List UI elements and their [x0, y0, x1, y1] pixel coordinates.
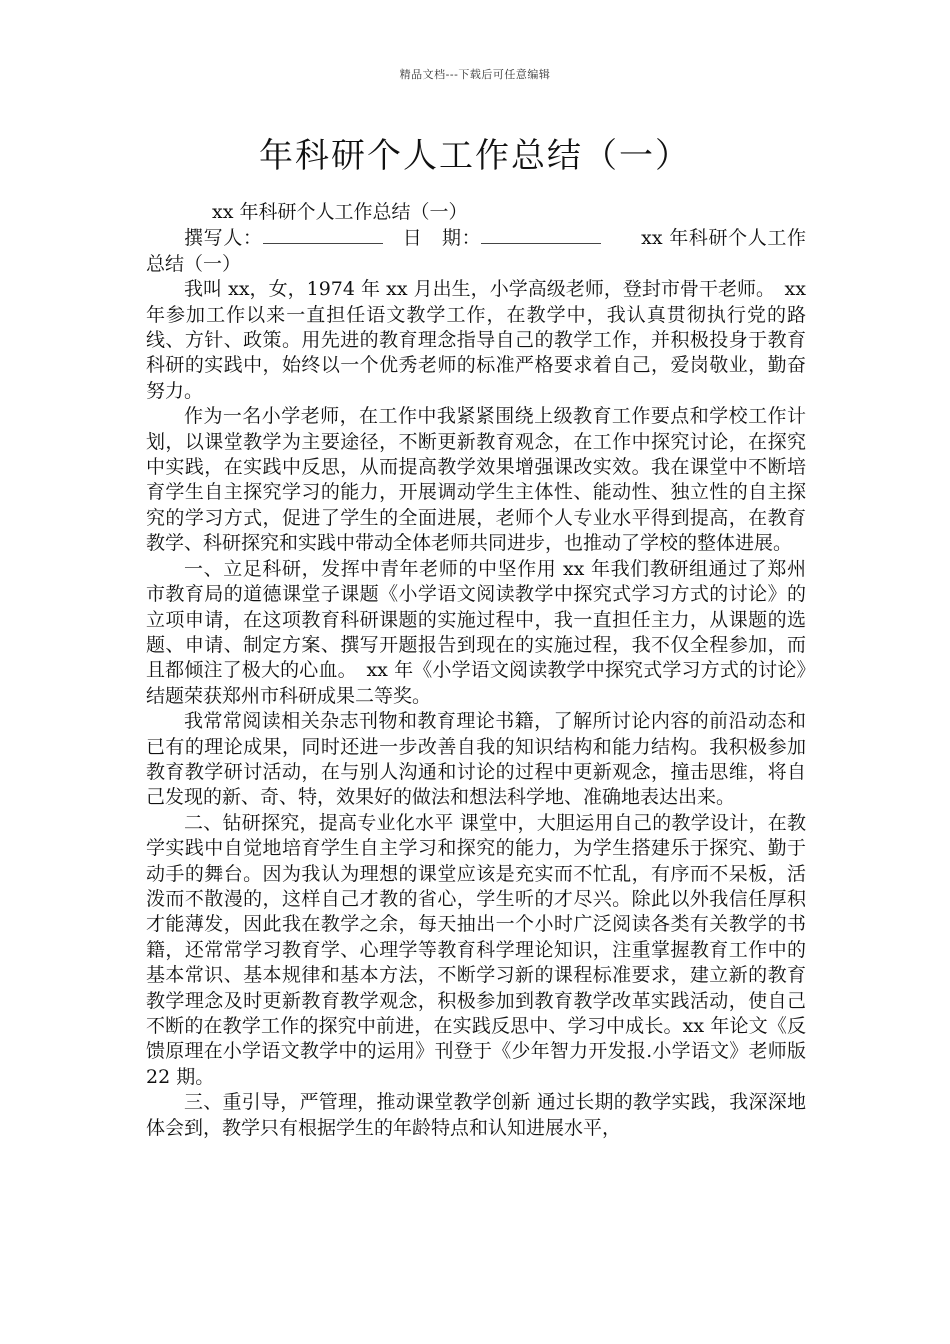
document-subtitle: xx 年科研个人工作总结（一） — [212, 201, 468, 223]
paragraph: 我常常阅读相关杂志刊物和教育理论书籍，了解所讨论内容的前沿动态和已有的理论成果，同时还进一步改善自我的知识结构和能力结构。我积极参加教育教学研讨活动，在与别人沟通和讨论的过程中更新观念，撞击思维，将自己发现的新、奇、特，效果好的做法和想法科学地、准确地表达出来。 — [146, 710, 806, 809]
meta-tail: xx 年科研个人工作总结（一） — [146, 227, 806, 275]
header-note: 精品文档---下载后可任意编辑 — [399, 68, 551, 81]
author-label: 撰写人： — [184, 227, 263, 250]
paragraph: 三、重引导，严管理，推动课堂教学创新 通过长期的教学实践，我深深地体会到，教学只有根据学生的年龄特点和认知进展水平， — [146, 1091, 806, 1139]
date-blank — [481, 225, 601, 244]
paragraph: 一、立足科研，发挥中青年老师的中坚作用 xx 年我们教研组通过了郑州市教育局的道德课堂子课题《小学语文阅读教学中探究式学习方式的讨论》的立项申请，在这项教育科研课题的实施过程中，我一直担任主力，从课题的选题、申请、制定方案、撰写开题报告到现在的实施过程，我不仅全程参加，而且都倾注了极大的心血。 xx 年《小学语文阅读教学中探究式学习方式的讨论》结题荣获郑州市科研成果二等奖。 — [146, 557, 806, 707]
meta-line — [146, 225, 806, 277]
paragraph: 二、钻研探究，提高专业化水平 课堂中，大胆运用自己的教学设计，在教学实践中自觉地培育学生自主学习和探究的能力，为学生搭建乐于探究、勤于动手的舞台。因为我认为理想的课堂应该是充实而不忙乱，有序而不呆板，活泼而不散漫的，这样自己才教的省心，学生听的才尽兴。除此以外我信任厚积才能薄发，因此我在教学之余，每天抽出一个小时广泛阅读各类有关教学的书籍，还常常学习教育学、心理学等教育科学理论知识，注重掌握教育工作中的基本常识、基本规律和基本方法，不断学习新的课程标准要求，建立新的教育教学理念及时更新教育教学观念，积极参加到教育教学改革实践活动，使自己不断的在教学工作的探究中前进，在实践反思中、学习中成长。xx 年论文《反馈原理在小学语文教学中的运用》刊登于《少年智力开发报.小学语文》老师版 22 期。 — [146, 811, 806, 1088]
document-title: 年科研个人工作总结（一） — [259, 136, 691, 176]
author-blank — [263, 225, 383, 244]
paragraph: 作为一名小学老师，在工作中我紧紧围绕上级教育工作要点和学校工作计划，以课堂教学为主要途径，不断更新教育观念，在工作中探究讨论，在探究中实践，在实践中反思，从而提高教学效果增强课改实效。我在课堂中不断培育学生自主探究学习的能力，开展调动学生主体性、能动性、独立性的自主探究的学习方式，促进了学生的全面进展，老师个人专业水平得到提高，在教育教学、科研探究和实践中带动全体老师共同进步，也推动了学校的整体进展。 — [146, 405, 806, 555]
date-label: 日 期： — [402, 227, 482, 250]
document-body — [146, 200, 806, 1141]
paragraph: 我叫 xx，女，1974 年 xx 月出生，小学高级老师，登封市骨干老师。 xx 年参加工作以来一直担任语文教学工作，在教学中，我认真贯彻执行党的路线、方针、政策。用先进的教育理念指导自己的教学工作，并积极投身于教育科研的实践中，始终以一个优秀老师的标准严格要求着自己，爱岗敬业，勤奋努力。 — [146, 278, 806, 402]
